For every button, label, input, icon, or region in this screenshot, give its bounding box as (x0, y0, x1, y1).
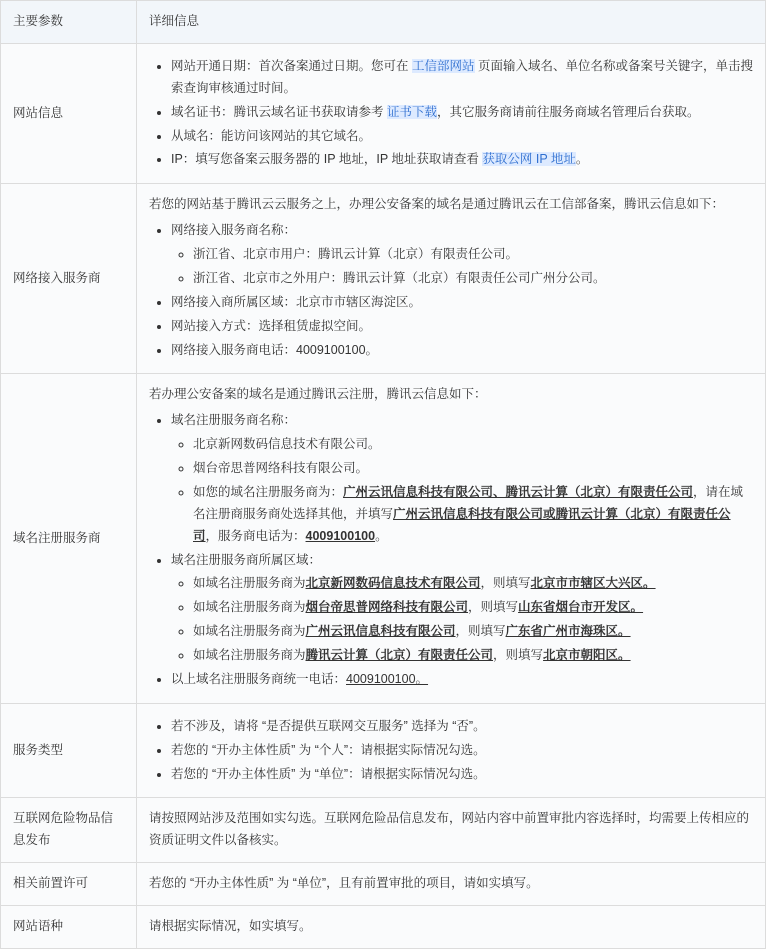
list-item (171, 410, 753, 547)
column-header-detail: 详细信息 (137, 1, 766, 44)
detail-text: 请按照网站涉及范围如实勾选。互联网危险品信息发布，网站内容中前置审批内容选择时，均需要上传相应的资质证明文件以备核实。 (149, 811, 750, 848)
sub-list (171, 434, 753, 547)
row-param-domain-registrar: 域名注册服务商 (1, 374, 137, 703)
emphasis-text: 广州云讯信息科技有限公司、腾讯云计算（北京）有限责任公司 (343, 484, 694, 499)
detail-list (149, 410, 753, 691)
emphasis-phone: 4009100100 (305, 528, 376, 543)
sub-list-item (193, 573, 753, 595)
item-text-prefix: 网站开通日期：首次备案通过日期。您可在 (171, 58, 412, 73)
detail-list (149, 56, 753, 171)
list-item (171, 149, 753, 171)
sub-list-item: ◦ 浙江省、北京市之外用户：腾讯云计算（北京）有限责任公司广州分公司。 (193, 268, 753, 290)
item-text-prefix: IP：填写您备案云服务器的 IP 地址，IP 地址获取请查看 (171, 152, 483, 167)
row-detail-network-provider (137, 184, 766, 374)
text-part: ，则填写 (493, 648, 544, 662)
table-row (1, 863, 766, 906)
list-item: • 若不涉及，请将 “是否提供互联网交互服务” 选择为 “否”。 (171, 716, 753, 738)
sub-list-item (193, 645, 753, 667)
link-miit-website[interactable]: 工信部网站 (411, 58, 475, 73)
row-param-service-type: 服务类型 (1, 703, 137, 798)
row-detail-domain-registrar (137, 374, 766, 703)
sub-list (171, 244, 753, 290)
list-item (171, 56, 753, 100)
link-certificate-download[interactable]: 证书下载 (386, 104, 437, 119)
detail-text: 请根据实际情况，如实填写。 (149, 919, 312, 933)
sub-list (171, 573, 753, 667)
list-item (171, 220, 753, 290)
sub-list-item: ◦ 烟台帝思普网络科技有限公司。 (193, 458, 753, 480)
detail-list (149, 220, 753, 361)
list-item (171, 669, 753, 691)
detail-list (149, 716, 753, 786)
sub-list-item: ◦ 浙江省、北京市用户：腾讯云计算（北京）有限责任公司。 (193, 244, 753, 266)
list-item: • 若您的 “开办主体性质” 为 “单位”：请根据实际情况勾选。 (171, 764, 753, 786)
list-item: • 网络接入服务商电话：4009100100。 (171, 340, 753, 362)
table-header-row (1, 1, 766, 44)
text-part: 如域名注册服务商为 (193, 600, 306, 615)
row-param-site-language: 网站语种 (1, 906, 137, 949)
detail-text: 若您的 “开办主体性质” 为 “单位”，且有前置审批的项目，请如实填写。 (149, 876, 539, 891)
column-header-param: 主要参数 (1, 1, 137, 44)
text-part: ，服务商电话为： (205, 528, 306, 543)
row-detail-dangerous-goods (137, 798, 766, 863)
item-text-suffix: ，其它服务商请前往服务商域名管理后台获取。 (437, 104, 700, 119)
text-part: ，则填写 (480, 576, 531, 591)
list-item-label: 网络接入服务商名称： (171, 223, 297, 238)
list-item (171, 550, 753, 667)
list-item: • 网络接入商所属区域：北京市市辖区海淀区。 (171, 292, 753, 314)
emphasis-text: 北京市朝阳区。 (543, 648, 631, 662)
text-part: 以上域名注册服务商统一电话： (171, 671, 347, 686)
table-row (1, 43, 766, 183)
item-text-suffix: 。 (575, 152, 589, 167)
emphasis-text: 广州云讯信息科技有限公司或腾讯云计算（北京）有限责任公司 (193, 506, 731, 543)
sub-list-item (193, 621, 753, 643)
row-param-pre-approval: 相关前置许可 (1, 863, 137, 906)
emphasis-text: 腾讯云计算（北京）有限责任公司 (305, 648, 494, 662)
text-part: ，请在域名注册商服务商处选择其他，并填写 (193, 484, 744, 521)
list-item-label: 域名注册服务商所属区域： (171, 552, 322, 567)
emphasis-text: 北京市市辖区大兴区。 (530, 576, 656, 591)
emphasis-text: 北京新网数码信息技术有限公司 (305, 576, 481, 591)
sub-list-item: ◦ 北京新网数码信息技术有限公司。 (193, 434, 753, 456)
emphasis-text: 烟台帝思普网络科技有限公司 (305, 600, 469, 615)
list-item: • 网站接入方式：选择租赁虚拟空间。 (171, 316, 753, 338)
text-part: 如域名注册服务商为 (193, 624, 306, 639)
text-part: 。 (375, 528, 388, 543)
list-item (171, 126, 753, 148)
item-text-prefix: 域名证书：腾讯云域名证书获取请参考 (171, 104, 387, 119)
emphasis-text: 山东省烟台市开发区。 (518, 600, 644, 615)
table-row (1, 906, 766, 949)
item-text-suffix: 页面输入域名、单位名称或备案号关键字，单击搜索查询审核通过时间。 (171, 58, 753, 95)
sub-list-item (193, 482, 753, 548)
row-param-network-provider: 网络接入服务商 (1, 184, 137, 374)
row-detail-site-language (137, 906, 766, 949)
emphasis-text: 广州云讯信息科技有限公司 (305, 624, 456, 639)
table-body (1, 43, 766, 948)
table-row (1, 798, 766, 863)
list-item (171, 102, 753, 124)
item-text-prefix: 从域名：能访问该网站的其它域名。 (171, 128, 372, 143)
row-detail-service-type (137, 703, 766, 798)
text-part: 如域名注册服务商为 (193, 648, 306, 662)
text-part: 如您的域名注册服务商为： (193, 484, 344, 499)
table-row (1, 184, 766, 374)
row-param-dangerous-goods: 互联网危险物品信息发布 (1, 798, 137, 863)
detail-lead: 若您的网站基于腾讯云云服务之上，办理公安备案的域名是通过腾讯云在工信部备案，腾讯云信息如下： (149, 197, 725, 212)
emphasis-phone: 4009100100。 (346, 671, 429, 686)
emphasis-text: 广东省广州市海珠区。 (505, 624, 631, 639)
detail-lead: 若办理公安备案的域名是通过腾讯云注册，腾讯云信息如下： (149, 387, 487, 402)
link-get-public-ip[interactable]: 获取公网 IP 地址 (482, 152, 576, 167)
table-header (1, 1, 766, 44)
list-item-label: 域名注册服务商名称： (171, 413, 297, 428)
table-row (1, 703, 766, 798)
row-param-website-info: 网站信息 (1, 43, 137, 183)
text-part: ，则填写 (455, 624, 506, 639)
row-detail-website-info (137, 43, 766, 183)
sub-list-item (193, 597, 753, 619)
list-item: • 若您的 “开办主体性质” 为 “个人”：请根据实际情况勾选。 (171, 740, 753, 762)
text-part: ，则填写 (468, 600, 519, 615)
table-row (1, 374, 766, 703)
row-detail-pre-approval (137, 863, 766, 906)
text-part: 如域名注册服务商为 (193, 576, 306, 591)
